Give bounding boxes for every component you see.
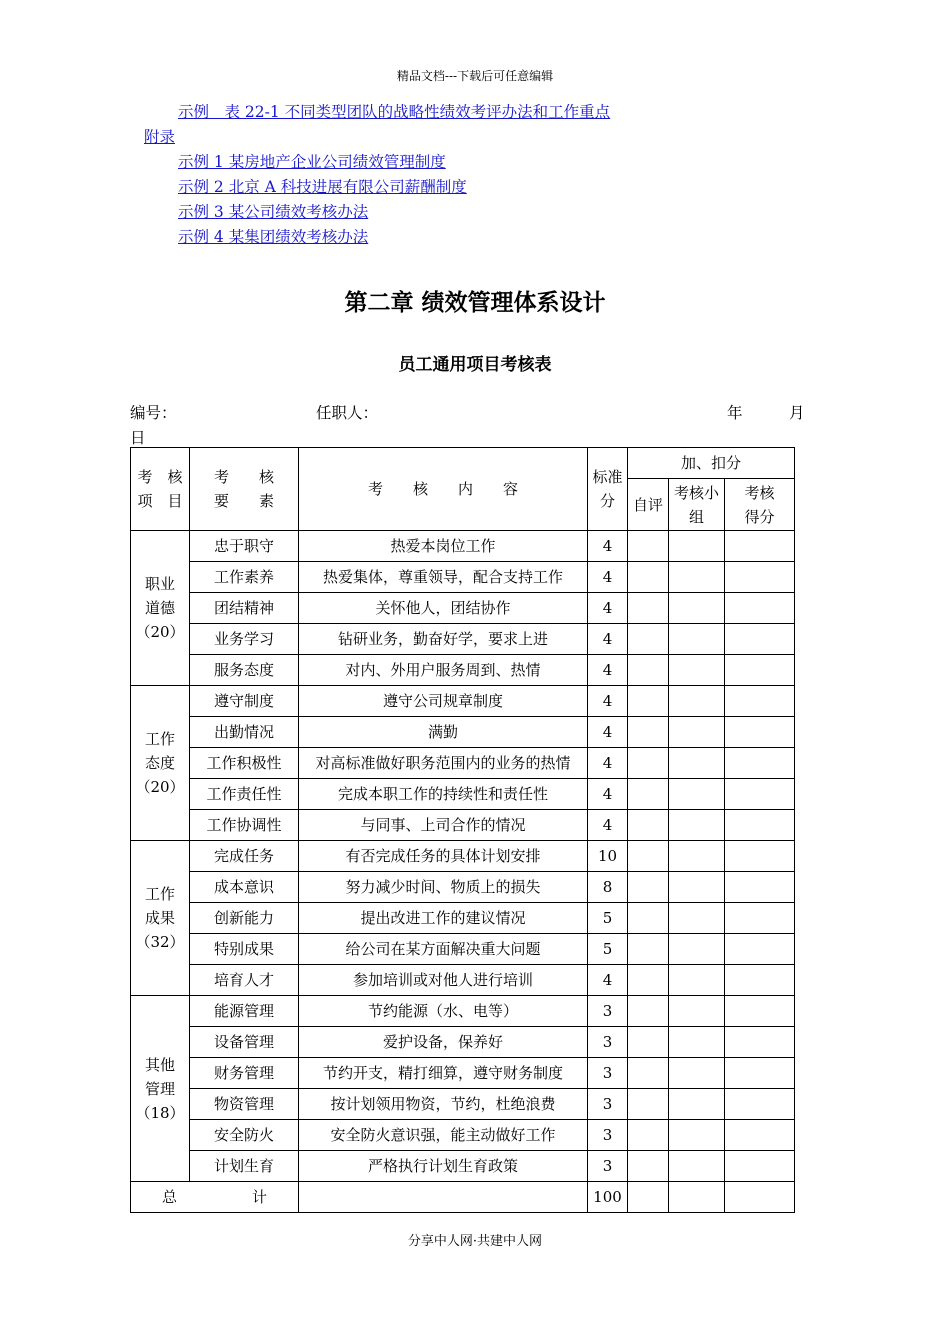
table-row [131, 1151, 795, 1182]
standard-score-cell: 4 [588, 965, 628, 996]
header-standard-line1: 标准 [592, 468, 623, 486]
element-cell: 计划生育 [190, 1151, 299, 1182]
self-eval-cell[interactable] [628, 1120, 669, 1151]
group-name-cell [131, 996, 190, 1182]
final-score-cell[interactable] [725, 1120, 795, 1151]
self-eval-cell[interactable] [628, 748, 669, 779]
group-eval-cell[interactable] [669, 810, 725, 841]
group-eval-cell[interactable] [669, 779, 725, 810]
self-eval-cell[interactable] [628, 1089, 669, 1120]
table-row [131, 748, 795, 779]
content-cell: 按计划领用物资，节约，杜绝浪费 [299, 1089, 588, 1120]
month-label: 月 [789, 404, 805, 422]
group-name-line: （18） [135, 1103, 185, 1122]
element-cell: 成本意识 [190, 872, 299, 903]
header-content: 考 核 内 容 [299, 448, 588, 531]
total-final-cell[interactable] [725, 1182, 795, 1213]
self-eval-cell[interactable] [628, 810, 669, 841]
content-cell: 严格执行计划生育政策 [299, 1151, 588, 1182]
standard-score-cell: 4 [588, 748, 628, 779]
table-row [131, 593, 795, 624]
self-eval-cell[interactable] [628, 624, 669, 655]
table-row [131, 531, 795, 562]
element-cell: 财务管理 [190, 1058, 299, 1089]
person-label: 任职人： [316, 404, 379, 422]
total-row [131, 1182, 795, 1213]
standard-score-cell: 4 [588, 686, 628, 717]
self-eval-cell[interactable] [628, 779, 669, 810]
table-row [131, 1058, 795, 1089]
element-cell: 创新能力 [190, 903, 299, 934]
group-eval-cell[interactable] [669, 934, 725, 965]
group-name-line: （20） [135, 778, 185, 796]
standard-score-cell: 4 [588, 624, 628, 655]
toc-link-example-1[interactable]: 示例 1 某房地产企业公司绩效管理制度 [178, 153, 446, 171]
table-row [131, 903, 795, 934]
header-element-line1: 考 核 [213, 468, 274, 486]
final-score-cell[interactable] [725, 748, 795, 779]
self-eval-cell[interactable] [628, 531, 669, 562]
group-eval-cell[interactable] [669, 965, 725, 996]
group-eval-cell[interactable] [669, 1151, 725, 1182]
group-eval-cell[interactable] [669, 872, 725, 903]
element-cell: 业务学习 [190, 624, 299, 655]
table-row [131, 841, 795, 872]
final-score-cell[interactable] [725, 841, 795, 872]
standard-score-cell: 3 [588, 1089, 628, 1120]
standard-score-cell: 8 [588, 872, 628, 903]
table-row [131, 1089, 795, 1120]
group-eval-cell[interactable] [669, 531, 725, 562]
toc-link-example-2[interactable]: 示例 2 北京 A 科技进展有限公司薪酬制度 [178, 178, 467, 196]
element-cell: 工作协调性 [190, 810, 299, 841]
final-score-cell[interactable] [725, 1151, 795, 1182]
final-score-cell[interactable] [725, 965, 795, 996]
total-self-cell[interactable] [628, 1182, 669, 1213]
page-footer: 分享中人网·共建中人网 [407, 1234, 543, 1249]
self-eval-cell[interactable] [628, 1027, 669, 1058]
standard-score-cell: 5 [588, 903, 628, 934]
self-eval-cell[interactable] [628, 593, 669, 624]
table-row [131, 872, 795, 903]
content-cell: 给公司在某方面解决重大问题 [299, 934, 588, 965]
element-cell: 培育人才 [190, 965, 299, 996]
header-item [131, 448, 190, 531]
table-row [131, 686, 795, 717]
final-score-cell[interactable] [725, 934, 795, 965]
group-eval-cell[interactable] [669, 1058, 725, 1089]
group-eval-cell[interactable] [669, 841, 725, 872]
self-eval-cell[interactable] [628, 717, 669, 748]
header-element [190, 448, 299, 531]
total-score: 100 [588, 1182, 628, 1213]
table-row [131, 1120, 795, 1151]
standard-score-cell: 4 [588, 779, 628, 810]
final-score-cell[interactable] [725, 717, 795, 748]
final-score-cell[interactable] [725, 593, 795, 624]
header-adjust: 加、扣分 [628, 448, 795, 479]
element-cell: 安全防火 [190, 1120, 299, 1151]
content-cell: 对内、外用户服务周到、热情 [299, 655, 588, 686]
element-cell: 出勤情况 [190, 717, 299, 748]
header-group-line1: 考核小 [673, 483, 719, 502]
self-eval-cell[interactable] [628, 562, 669, 593]
table-row [131, 779, 795, 810]
self-eval-cell[interactable] [628, 934, 669, 965]
element-cell: 遵守制度 [190, 686, 299, 717]
standard-score-cell: 3 [588, 996, 628, 1027]
element-cell: 能源管理 [190, 996, 299, 1027]
content-cell: 参加培训或对他人进行培训 [299, 965, 588, 996]
group-eval-cell[interactable] [669, 593, 725, 624]
content-cell: 与同事、上司合作的情况 [299, 810, 588, 841]
self-eval-cell[interactable] [628, 872, 669, 903]
year-label: 年 [727, 404, 743, 422]
content-cell: 满勤 [299, 717, 588, 748]
standard-score-cell: 4 [588, 655, 628, 686]
group-eval-cell[interactable] [669, 717, 725, 748]
total-group-cell[interactable] [669, 1182, 725, 1213]
group-eval-cell[interactable] [669, 624, 725, 655]
group-name-line: （20） [135, 623, 185, 641]
standard-score-cell: 3 [588, 1151, 628, 1182]
group-eval-cell[interactable] [669, 1027, 725, 1058]
self-eval-cell[interactable] [628, 655, 669, 686]
standard-score-cell: 3 [588, 1058, 628, 1089]
table-title: 员工通用项目考核表 [398, 355, 552, 375]
standard-score-cell: 3 [588, 1027, 628, 1058]
content-cell: 节约能源（水、电等） [299, 996, 588, 1027]
final-score-cell[interactable] [725, 686, 795, 717]
header-standard-line2: 分 [599, 492, 615, 510]
self-eval-cell[interactable] [628, 903, 669, 934]
group-eval-cell[interactable] [669, 903, 725, 934]
element-cell: 团结精神 [190, 593, 299, 624]
group-name-line: 道德 [144, 599, 175, 617]
content-cell: 安全防火意识强，能主动做好工作 [299, 1120, 588, 1151]
final-score-cell[interactable] [725, 1027, 795, 1058]
element-cell: 特别成果 [190, 934, 299, 965]
content-cell: 提出改进工作的建议情况 [299, 903, 588, 934]
group-eval-cell[interactable] [669, 686, 725, 717]
header-standard [588, 448, 628, 531]
standard-score-cell: 10 [588, 841, 628, 872]
final-score-cell[interactable] [725, 996, 795, 1027]
group-name-line: 成果 [144, 909, 175, 927]
group-name-cell [131, 531, 190, 686]
content-cell: 钻研业务，勤奋好学，要求上进 [299, 624, 588, 655]
total-label: 总 计 [131, 1182, 299, 1213]
element-cell: 设备管理 [190, 1027, 299, 1058]
header-score-line1: 考核 [744, 483, 775, 502]
toc-link-example-3[interactable]: 示例 3 某公司绩效考核办法 [178, 203, 369, 221]
element-cell: 服务态度 [190, 655, 299, 686]
group-eval-cell[interactable] [669, 996, 725, 1027]
total-content-cell [299, 1182, 588, 1213]
standard-score-cell: 4 [588, 562, 628, 593]
header-item-line1: 考 核 [137, 468, 183, 486]
toc-link-example-table-22-1[interactable]: 示例 表 22-1 不同类型团队的战略性绩效考评办法和工作重点 [178, 103, 611, 121]
content-cell: 对高标准做好职务范围内的业务的热情 [299, 748, 588, 779]
content-cell: 热爱本岗位工作 [299, 531, 588, 562]
chapter-title: 第二章 绩效管理体系设计 [344, 290, 606, 316]
content-cell: 热爱集体，尊重领导，配合支持工作 [299, 562, 588, 593]
self-eval-cell[interactable] [628, 686, 669, 717]
page-header: 精品文档---下载后可任意编辑 [396, 69, 554, 83]
table-row [131, 996, 795, 1027]
group-eval-cell[interactable] [669, 1089, 725, 1120]
content-cell: 爱护设备，保养好 [299, 1027, 588, 1058]
number-label: 编号： [130, 404, 177, 422]
table-row [131, 562, 795, 593]
header-group [669, 479, 725, 531]
content-cell: 关怀他人，团结协作 [299, 593, 588, 624]
toc-link-example-4[interactable]: 示例 4 某集团绩效考核办法 [178, 228, 369, 246]
element-cell: 忠于职守 [190, 531, 299, 562]
day-label: 日 [130, 429, 146, 447]
final-score-cell[interactable] [725, 562, 795, 593]
content-cell: 努力减少时间、物质上的损失 [299, 872, 588, 903]
final-score-cell[interactable] [725, 1058, 795, 1089]
group-eval-cell[interactable] [669, 748, 725, 779]
header-self: 自评 [628, 479, 669, 531]
header-item-line2: 项 目 [137, 492, 183, 510]
group-name-line: 工作 [144, 730, 175, 748]
element-cell: 工作素养 [190, 562, 299, 593]
final-score-cell[interactable] [725, 779, 795, 810]
assessment-table [130, 447, 795, 1213]
final-score-cell[interactable] [725, 624, 795, 655]
standard-score-cell: 5 [588, 934, 628, 965]
header-score [725, 479, 795, 531]
group-name-line: 态度 [144, 754, 175, 772]
group-eval-cell[interactable] [669, 655, 725, 686]
self-eval-cell[interactable] [628, 965, 669, 996]
standard-score-cell: 4 [588, 531, 628, 562]
standard-score-cell: 3 [588, 1120, 628, 1151]
final-score-cell[interactable] [725, 872, 795, 903]
assessment-table-body [131, 448, 795, 1213]
final-score-cell[interactable] [725, 531, 795, 562]
content-cell: 遵守公司规章制度 [299, 686, 588, 717]
element-cell: 完成任务 [190, 841, 299, 872]
self-eval-cell[interactable] [628, 1151, 669, 1182]
element-cell: 工作责任性 [190, 779, 299, 810]
group-name-cell [131, 841, 190, 996]
final-score-cell[interactable] [725, 1089, 795, 1120]
final-score-cell[interactable] [725, 655, 795, 686]
self-eval-cell[interactable] [628, 996, 669, 1027]
group-name-line: 管理 [144, 1079, 175, 1098]
table-row [131, 717, 795, 748]
table-row [131, 965, 795, 996]
standard-score-cell: 4 [588, 810, 628, 841]
self-eval-cell[interactable] [628, 841, 669, 872]
header-group-line2: 组 [688, 507, 704, 526]
toc-link-appendix[interactable]: 附录 [144, 128, 176, 146]
table-row [131, 810, 795, 841]
group-eval-cell[interactable] [669, 562, 725, 593]
header-element-line2: 要 素 [213, 492, 274, 510]
group-name-line: 职业 [144, 575, 175, 593]
final-score-cell[interactable] [725, 903, 795, 934]
table-row [131, 934, 795, 965]
group-eval-cell[interactable] [669, 1120, 725, 1151]
element-cell: 工作积极性 [190, 748, 299, 779]
table-row [131, 624, 795, 655]
self-eval-cell[interactable] [628, 1058, 669, 1089]
standard-score-cell: 4 [588, 717, 628, 748]
group-name-line: 其他 [144, 1055, 175, 1074]
final-score-cell[interactable] [725, 810, 795, 841]
content-cell: 完成本职工作的持续性和责任性 [299, 779, 588, 810]
header-row-1 [131, 448, 795, 479]
header-score-line2: 得分 [744, 507, 775, 526]
element-cell: 物资管理 [190, 1089, 299, 1120]
content-cell: 节约开支，精打细算，遵守财务制度 [299, 1058, 588, 1089]
table-row [131, 1027, 795, 1058]
group-name-line: （32） [135, 933, 185, 951]
table-row [131, 655, 795, 686]
group-name-line: 工作 [144, 885, 175, 903]
standard-score-cell: 4 [588, 593, 628, 624]
group-name-cell [131, 686, 190, 841]
content-cell: 有否完成任务的具体计划安排 [299, 841, 588, 872]
